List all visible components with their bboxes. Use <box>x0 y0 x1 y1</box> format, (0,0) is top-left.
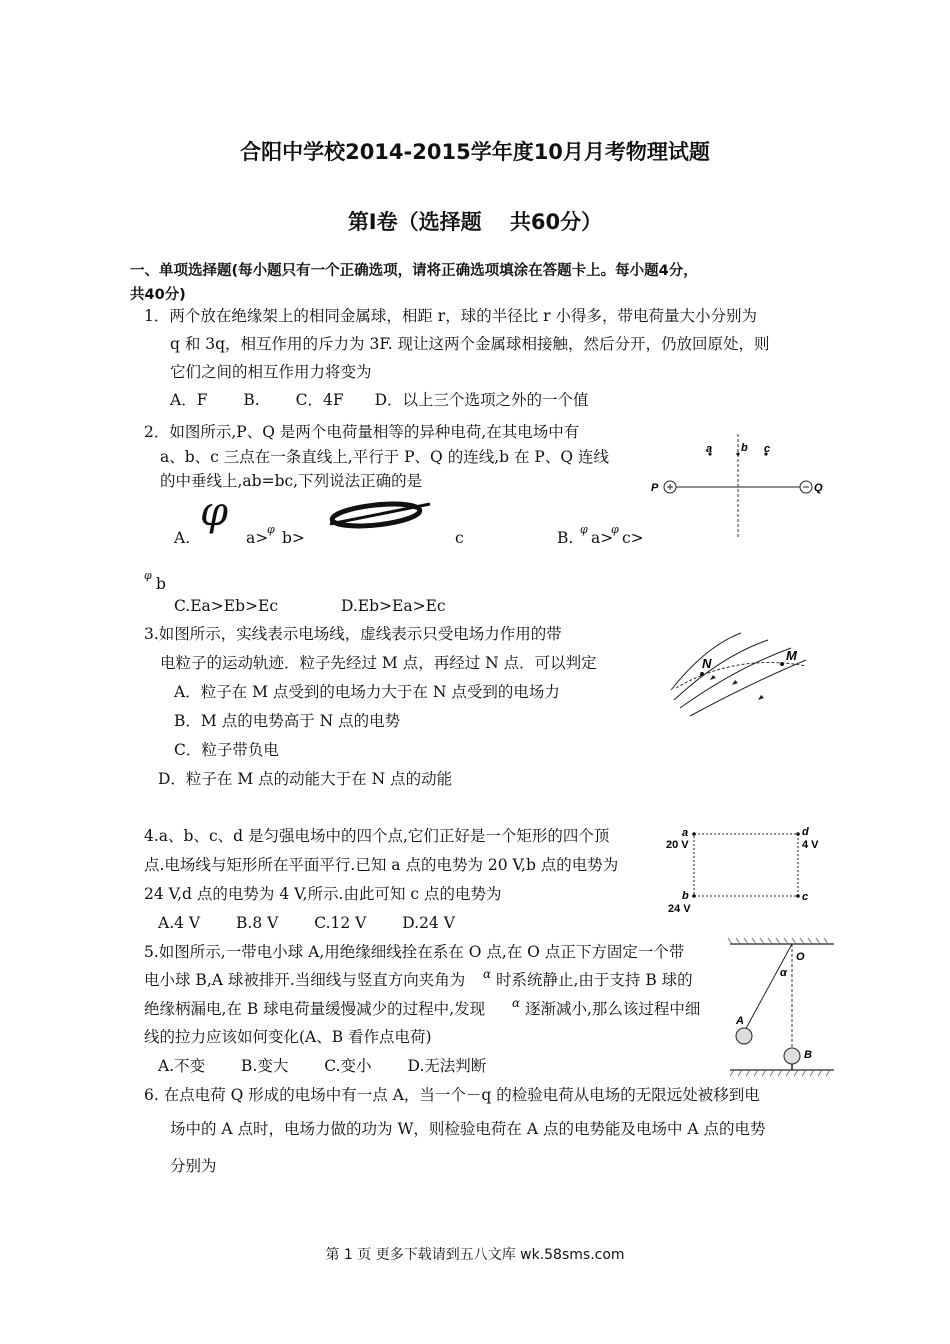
fig-label-c: c <box>764 443 771 455</box>
q1-line1: 1．两个放在绝缘架上的相同金属球，相距 r，球的半径比 r 小得多，带电荷量大小分别为 <box>144 307 757 325</box>
fig-label-vd: 4 V <box>802 839 819 851</box>
part-heading-line1: 一、单项选择题(每小题只有一个正确选项，请将正确选项填涂在答题卡上。每小题4分， <box>130 263 698 279</box>
alpha-symbol: α <box>483 967 492 981</box>
q4-options: A.4 V B.8 V C.12 V D.24 V <box>158 914 455 932</box>
q6-line2: 场中的 A 点时，电场力做的功为 W，则检验电荷在 A 点的电势能及电场中 A 点的电势 <box>170 1120 766 1138</box>
q1-options: A．F B. C．4F D．以上三个选项之外的一个值 <box>170 391 589 409</box>
q4-line2: 点.电场线与矩形所在平面平行.已知 a 点的电势为 20 V,b 点的电势为 <box>144 856 619 874</box>
q5-line2a: 电小球 B,A 球被排开.当细线与竖直方向夹角为 <box>144 971 466 989</box>
q3-line1: 3.如图所示，实线表示电场线，虚线表示只受电场力作用的带 <box>144 625 562 643</box>
q4-figure <box>664 822 824 922</box>
page-title: 合阳中学校2014-2015学年度10月月考物理试题 <box>240 140 710 164</box>
q5-line1: 5.如图所示,一带电小球 A,用绝缘细线拴在系在 O 点,在 O 点正下方固定一个带 <box>144 943 685 961</box>
q5-line3b: 逐渐减小,那么该过程中细 <box>525 1000 701 1018</box>
q2-line1: 2．如图所示,P、Q 是两个电荷量相等的异种电荷,在其电场中有 <box>144 423 580 441</box>
q1-line2: q 和 3q，相互作用的斥力为 3F. 现让这两个金属球相接触，然后分开，仍放回原处，则 <box>170 335 770 353</box>
q1-line3: 它们之间的相互作用力将变为 <box>170 363 372 381</box>
fig-label-d: d <box>802 826 809 838</box>
phi-stretched-icon <box>326 500 436 536</box>
fig-label-A: A <box>736 1015 744 1027</box>
fig-label-alpha: α <box>780 967 787 979</box>
fig-label-O: O <box>796 951 805 963</box>
fig-label-va: 20 V <box>666 839 689 851</box>
q2-optB-prefix: B. <box>557 529 574 547</box>
fig-label-B: B <box>804 1049 812 1061</box>
q3-optD: D．粒子在 M 点的动能大于在 N 点的动能 <box>158 770 453 788</box>
fig-label-Q: Q <box>814 482 823 494</box>
q4-line3: 24 V,d 点的电势为 4 V,所示.由此可知 c 点的电势为 <box>144 885 502 903</box>
q3-line2: 电粒子的运动轨迹．粒子先经过 M 点，再经过 N 点．可以判定 <box>160 654 597 672</box>
q3-figure <box>666 628 816 718</box>
phi-symbol-small: φ <box>144 569 152 582</box>
phi-symbol-small: φ <box>267 523 275 536</box>
phi-symbol-small: φ <box>580 523 588 536</box>
q2-optA-end: b> <box>282 529 305 547</box>
fig-label-a: a <box>682 827 689 839</box>
fig-label-b: b <box>682 890 689 902</box>
q5-line2b: 时系统静止,由于支持 B 球的 <box>496 971 693 989</box>
q3-optB: B．M 点的电势高于 N 点的电势 <box>174 712 401 730</box>
q5-figure <box>728 938 838 1078</box>
q2-optD: D.Eb>Ea>Ec <box>341 597 446 615</box>
fig-label-M: M <box>786 648 797 663</box>
q5-options: A.不变 B.变大 C.变小 D.无法判断 <box>158 1057 487 1075</box>
fig-label-c: c <box>802 891 809 903</box>
q6-line3: 分别为 <box>170 1157 217 1175</box>
q4-line1: 4.a、b、c、d 是匀强电场中的四个点,它们正好是一个矩形的四个顶 <box>144 827 610 845</box>
q5-line3a: 绝缘柄漏电,在 B 球电荷量缓慢减少的过程中,发现 <box>144 1000 486 1018</box>
phi-symbol-large: φ <box>200 489 229 535</box>
alpha-symbol: α <box>512 996 521 1010</box>
q2-optA-mid: a> <box>246 529 269 547</box>
q2-figure <box>648 432 848 552</box>
q2-optA-tail: c <box>455 529 464 547</box>
phi-symbol-small: φ <box>611 523 619 536</box>
q2-optA-prefix: A. <box>174 529 191 547</box>
part-heading-line2: 共40分) <box>130 287 186 303</box>
q6-line1: 6. 在点电荷 Q 形成的电场中有一点 A，当一个－q 的检验电荷从电场的无限远处被移到电 <box>144 1086 760 1104</box>
q3-optA: A．粒子在 M 点受到的电场力大于在 N 点受到的电场力 <box>174 683 560 701</box>
q2-optC: C.Ea>Eb>Ec <box>174 597 278 615</box>
fig-label-N: N <box>702 656 712 671</box>
fig-label-b: b <box>741 442 748 454</box>
q2-line2: a、b、c 三点在一条直线上,平行于 P、Q 的连线,b 在 P、Q 连线 <box>160 448 609 466</box>
fig-label-a: a <box>706 443 713 455</box>
fig-label-vb: 24 V <box>668 903 691 915</box>
fig-label-P: P <box>651 482 659 494</box>
q2-line3: 的中垂线上,ab=bc,下列说法正确的是 <box>160 472 423 490</box>
q2-optB-end: c> <box>622 529 644 547</box>
q5-line4: 线的拉力应该如何变化(A、B 看作点电荷) <box>144 1028 432 1046</box>
page-footer: 第 1 页 更多下载请到五八文库 wk.58sms.com <box>325 1247 625 1263</box>
q2-optB-mid: a> <box>591 529 614 547</box>
q2-optB-tail: b <box>156 575 166 593</box>
q3-optC: C．粒子带负电 <box>174 741 279 759</box>
section-title: 第Ⅰ卷（选择题 共60分） <box>347 210 603 234</box>
